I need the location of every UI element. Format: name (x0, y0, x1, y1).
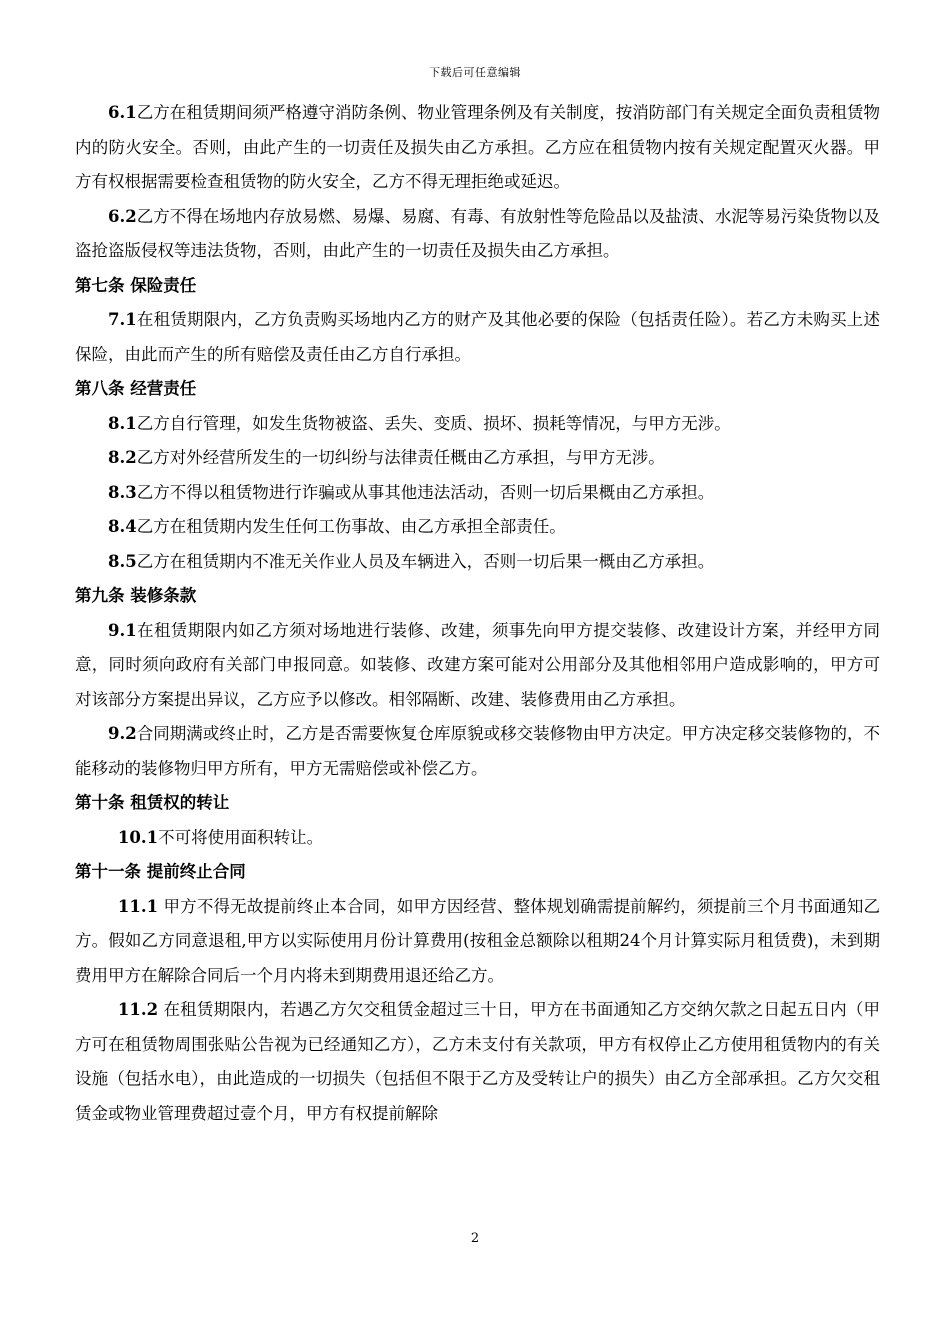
clause-text: 合同期满或终止时，乙方是否需要恢复仓库原貌或移交装修物由甲方决定。甲方决定移交装修物的，不能移动的装修物归甲方所有，甲方无需赔偿或补偿乙方。 (75, 724, 880, 778)
clause-number: 8.3 (108, 482, 137, 502)
clause-text: 乙方在租赁期内发生任何工伤事故、由乙方承担全部责任。 (136, 517, 566, 536)
page-header-note: 下载后可任意编辑 (429, 66, 521, 79)
document-body (75, 96, 880, 1131)
clause-text: 乙方不得在场地内存放易燃、易爆、易腐、有毒、有放射性等危险品以及盐渍、水泥等易污染货物以及盗抢盗版侵权等违法货物，否则，由此产生的一切责任及损失由乙方承担。 (75, 206, 880, 260)
clause-text: 乙方对外经营所发生的一切纠纷与法律责任概由乙方承担，与甲方无涉。 (136, 448, 665, 467)
clause-text: 乙方在租赁期间须严格遵守消防条例、物业管理条例及有关制度，按消防部门有关规定全面负责租赁物内的防火安全。否则，由此产生的一切责任及损失由乙方承担。乙方应在租赁物内按有关规定配置灭火器。甲方有权根据需要检查租赁物的防火安全，乙方不得无理拒绝或延迟。 (75, 103, 880, 191)
clause-paragraph (75, 441, 880, 476)
clause-paragraph (75, 821, 880, 856)
clause-number: 11.1 (117, 896, 159, 916)
clause-number: 11.2 (117, 1000, 159, 1019)
clause-number: 6.1 (108, 103, 137, 122)
clause-number: 9.2 (108, 724, 137, 743)
article-heading: 第七条 保险责任 (75, 275, 197, 295)
clause-text: 乙方不得以租赁物进行诈骗或从事其他违法活动，否则一切后果概由乙方承担。 (136, 482, 715, 502)
clause-paragraph (75, 545, 880, 580)
clause-number: 8.1 (108, 413, 137, 433)
clause-paragraph (75, 407, 880, 442)
clause-number: 9.1 (108, 620, 137, 640)
clause-text: 甲方不得无故提前终止本合同，如甲方因经营、整体规划确需提前解约，须提前三个月书面通知乙方。假如乙方同意退租,甲方以实际使用月份计算费用(按租金总额除以租期24个月计算实际月租赁费)，未到期费用甲方在解除合同后一个月内将未到期费用退还给乙方。 (75, 896, 880, 985)
clause-paragraph (75, 303, 880, 372)
clause-number: 8.5 (108, 551, 137, 571)
page-number: 2 (470, 1231, 480, 1246)
clause-text: 在租赁期限内，若遇乙方欠交租赁金超过三十日，甲方在书面通知乙方交纳欠款之日起五日内（甲方可在租赁物周围张贴公告视为已经通知乙方），乙方未支付有关款项，甲方有权停止乙方使用租赁物内的有关设施（包括水电），由此造成的一切损失（包括但不限于乙方及受转让户的损失）由乙方全部承担。乙方欠交租赁金或物业管理费超过壹个月，甲方有权提前解除 (75, 1000, 880, 1123)
article-heading: 第十条 租赁权的转让 (75, 793, 230, 812)
article-heading: 第九条 装修条款 (75, 586, 197, 605)
clause-number: 10.1 (117, 827, 159, 847)
clause-paragraph (75, 890, 880, 994)
clause-text: 乙方在租赁期内不准无关作业人员及车辆进入，否则一切后果一概由乙方承担。 (136, 551, 715, 571)
clause-text: 在租赁期限内，乙方负责购买场地内乙方的财产及其他必要的保险（包括责任险）。若乙方未购买上述保险，由此而产生的所有赔偿及责任由乙方自行承担。 (75, 310, 880, 364)
clause-paragraph (75, 510, 880, 545)
clause-paragraph (75, 476, 880, 511)
clause-text: 在租赁期限内如乙方须对场地进行装修、改建，须事先向甲方提交装修、改建设计方案，并经甲方同意，同时须向政府有关部门申报同意。如装修、改建方案可能对公用部分及其他相邻用户造成影响的，甲方可对该部分方案提出异议，乙方应予以修改。相邻隔断、改建、装修费用由乙方承担。 (75, 620, 880, 709)
clause-number: 8.4 (108, 517, 137, 536)
clause-text: 不可将使用面积转让。 (158, 827, 324, 847)
clause-paragraph (75, 717, 880, 786)
article-heading: 第八条 经营责任 (75, 379, 197, 398)
clause-text: 乙方自行管理，如发生货物被盗、丢失、变质、损坏、损耗等情况，与甲方无涉。 (136, 413, 731, 433)
clause-paragraph (75, 993, 880, 1131)
clause-paragraph (75, 96, 880, 200)
clause-number: 7.1 (108, 310, 137, 329)
clause-number: 6.2 (108, 206, 137, 226)
clause-paragraph (75, 614, 880, 718)
clause-number: 8.2 (108, 448, 137, 467)
clause-paragraph (75, 200, 880, 269)
article-heading: 第十一条 提前终止合同 (75, 862, 246, 881)
